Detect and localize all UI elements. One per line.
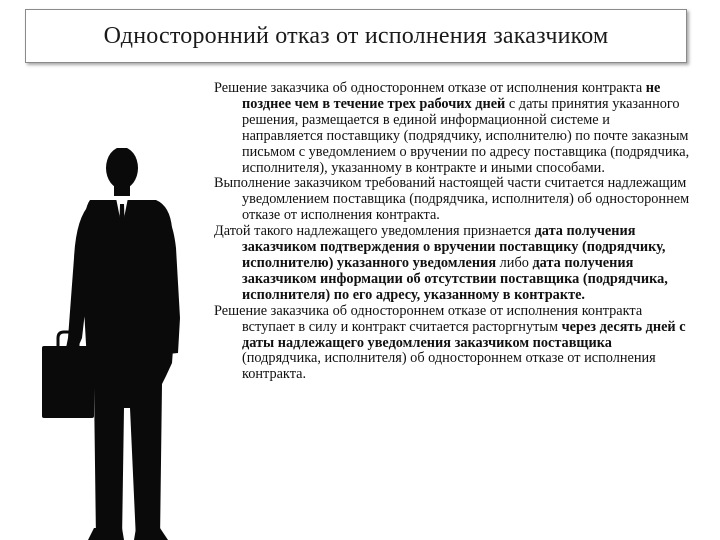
paragraph-1-part-3: с даты принятия указанного решения, размещается в единой информационной системе и направляется поставщику (подрядчику, исполнителю) по почте заказным письмом с уведомлением о вручении по адресу поставщика (подрядчика, исполнителя), указанному в контракте и иными способами. (242, 95, 690, 176)
paragraph-4-part-3: (подрядчика, исполнителя) об одностороннем отказе от исполнения контракта. (242, 350, 656, 383)
paragraph-3 (214, 224, 694, 304)
paragraph-3-part-2: дата получения заказчиком подтверждения о вручении поставщику (подрядчику, исполнителю) указанного уведомления (242, 223, 666, 271)
paragraph-1 (214, 81, 694, 176)
paragraph-1-part-2: не позднее чем в течение трех рабочих дней (242, 80, 661, 112)
content-text (214, 81, 694, 383)
paragraph-2 (214, 176, 694, 224)
paragraph-3-part-1: Датой такого надлежащего уведомления признается (214, 223, 535, 240)
paragraph-3-part-3: либо (496, 254, 533, 271)
paragraph-2-part-1: Выполнение заказчиком требований настоящей части считается надлежащим уведомлением поставщика (подрядчика, исполнителя) об одностороннем отказе от исполнения контракта. (214, 175, 690, 224)
paragraph-4 (214, 304, 694, 384)
slide-title: Односторонний отказ от исполнения заказчиком (103, 22, 609, 49)
slide-title-box (25, 9, 687, 63)
paragraph-4-part-1: Решение заказчика об одностороннем отказе от исполнения контракта вступает в силу и контракт считается расторгнутым (214, 302, 643, 335)
paragraph-1-part-1: Решение заказчика об одностороннем отказе от исполнения контракта (214, 80, 646, 96)
paragraph-3-part-4: дата получения заказчиком информации об отсутствии поставщика (подрядчика, исполнителя) по его адресу, указанному в контракте. (242, 254, 668, 303)
paragraph-4-part-2: через десять дней с даты надлежащего уведомления заказчиком поставщика (242, 318, 686, 351)
businessman-silhouette-icon (38, 148, 218, 540)
